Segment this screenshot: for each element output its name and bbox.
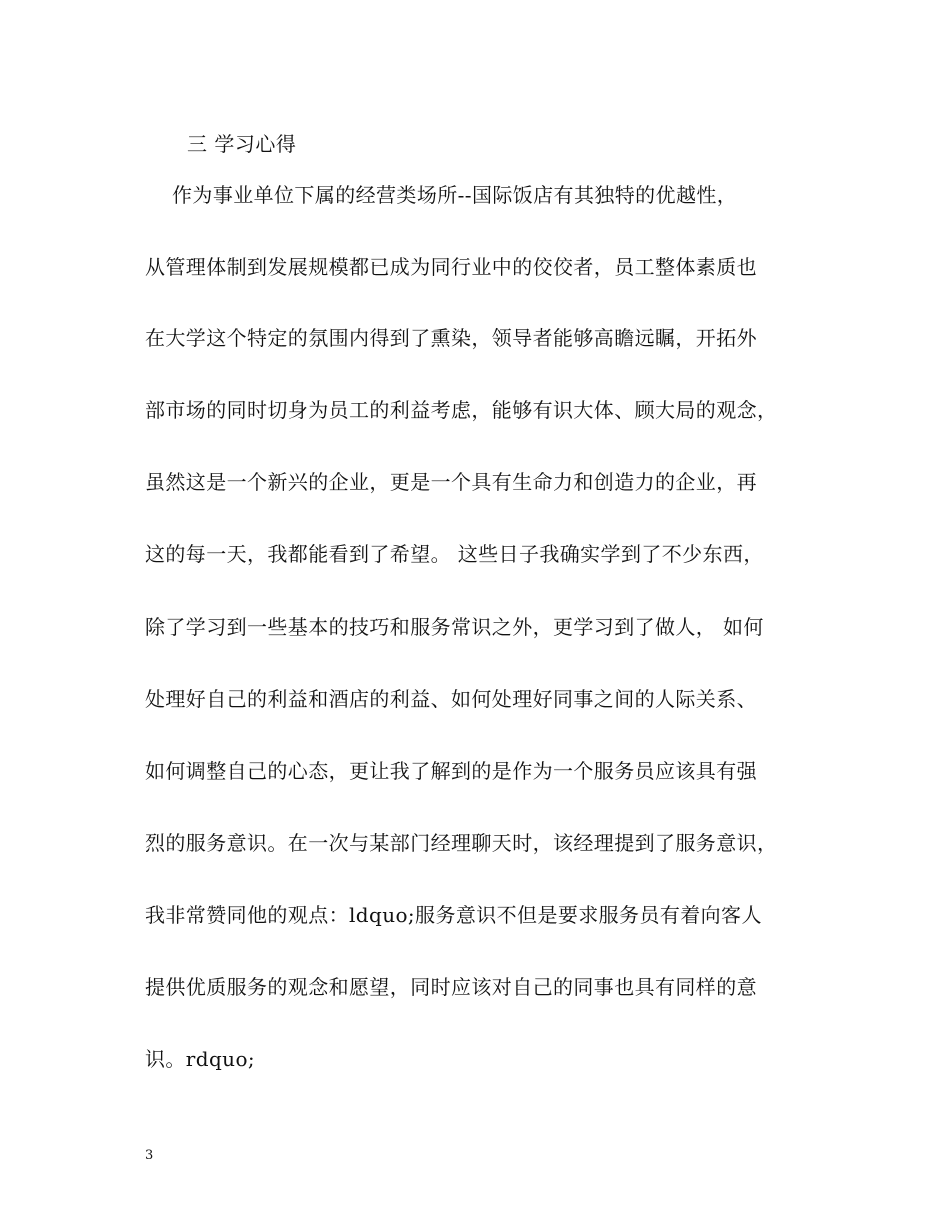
text-line: 处理好自己的利益和酒店的利益、如何处理好同事之间的人际关系、 <box>145 687 757 711</box>
section-heading: 三 学习心得 <box>187 132 297 156</box>
text-line: 部市场的同时切身为员工的利益考虑，能够有识大体、顾大局的观念， <box>145 398 778 422</box>
text-line: 从管理体制到发展规模都已成为同行业中的佼佼者，员工整体素质也 <box>145 255 757 279</box>
text-line: 除了学习到一些基本的技巧和服务常识之外，更学习到了做人， 如何 <box>145 615 764 639</box>
text-line: 识。rdquo; <box>145 1047 256 1071</box>
text-line: 这的每一天，我都能看到了希望。 这些日子我确实学到了不少东西， <box>145 542 764 566</box>
text-line: 作为事业单位下属的经营类场所--国际饭店有其独特的优越性， <box>145 183 738 207</box>
text-line: 烈的服务意识。在一次与某部门经理聊天时，该经理提到了服务意识， <box>145 831 778 855</box>
text-line: 虽然这是一个新兴的企业，更是一个具有生命力和创造力的企业，再 <box>145 470 757 494</box>
text-line: 在大学这个特定的氛围内得到了熏染，领导者能够高瞻远瞩，开拓外 <box>145 326 757 350</box>
text-line: 我非常赞同他的观点：ldquo;服务意识不但是要求服务员有着向客人 <box>145 903 762 927</box>
text-line: 提供优质服务的观念和愿望，同时应该对自己的同事也具有同样的意 <box>145 975 757 999</box>
text-line: 如何调整自己的心态，更让我了解到的是作为一个服务员应该具有强 <box>145 759 757 783</box>
page-number: 3 <box>145 1148 154 1163</box>
